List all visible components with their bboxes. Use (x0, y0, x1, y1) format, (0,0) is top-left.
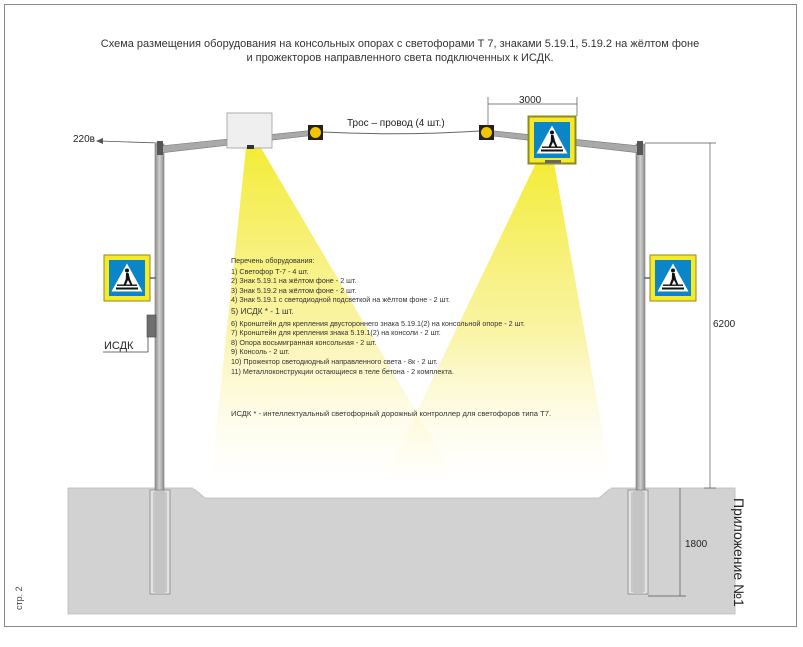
cable-label: Трос – провод (4 шт.) (347, 118, 445, 129)
legend-item: 4) Знак 5.19.1 с светодиодной подсветкой на жёлтом фоне - 2 шт. (231, 295, 450, 305)
isdk-controller-box (147, 315, 156, 337)
legend-item: 11) Металлоконструкции остающиеся в теле бетона - 2 комплекта. (231, 366, 454, 376)
legend-item: 7) Кронштейн для крепления знака 5.19.1(2) на консоли - 2 шт. (231, 328, 441, 338)
cable-wire (323, 131, 480, 134)
legend-item: 9) Консоль - 2 шт. (231, 347, 290, 357)
right-pole-sign (650, 255, 696, 301)
depth-label: 1800 (685, 539, 708, 550)
right-pole (636, 144, 645, 490)
legend-item: 1) Светофор Т-7 - 4 шт. (231, 266, 309, 276)
isdk-label: ИСДК (104, 340, 134, 352)
legend-item: 3) Знак 5.19.2 на жёлтом фоне - 2 шт. (231, 285, 357, 295)
equipment-legend (231, 256, 525, 376)
appendix-label: Приложение №1 (731, 498, 747, 607)
legend-item: 5) ИСДК * - 1 шт. (231, 306, 294, 316)
width-label: 3000 (519, 95, 542, 106)
title-line-2: и прожекторов направленного света подключенных к ИСДК. (246, 52, 554, 64)
legend-item: 6) Кронштейн для крепления двустороннего знака 5.19.1(2) на консольной опоре - 2 шт. (231, 318, 525, 328)
legend-header: Перечень оборудования: (231, 256, 315, 265)
legend-item: 2) Знак 5.19.1 на жёлтом фоне - 2 шт. (231, 276, 357, 286)
signal-left-console (308, 125, 323, 140)
height-dimension (645, 143, 716, 488)
page-number: стр. 2 (14, 586, 24, 610)
right-console-sign (528, 116, 576, 164)
voltage-label: 220в (73, 134, 95, 145)
signal-right-console (479, 125, 494, 140)
title-line-1: Схема размещения оборудования на консольных опорах с светофорами Т 7, знаками 5.19.1, 5.19.2 на жёлтом фоне (100, 38, 700, 50)
left-floodlight-lens (247, 145, 254, 149)
left-foundation (150, 490, 170, 594)
right-sign-bracket (545, 160, 561, 163)
left-pole-sign (104, 255, 150, 301)
height-label: 6200 (713, 319, 736, 330)
right-pole-cap (637, 141, 643, 155)
left-floodlight (227, 113, 272, 148)
left-pole (155, 144, 164, 490)
legend-item: 8) Опора восьмигранная консольная - 2 шт. (231, 337, 377, 347)
right-foundation (628, 490, 648, 594)
scheme-title (60, 37, 740, 65)
legend-item: 10) Прожектор светодиодный направленного света - 8к - 2 шт. (231, 356, 438, 366)
isdk-footnote: ИСДК * - интеллектуальный светофорный дорожный контроллер для светофоров типа Т7. (231, 409, 552, 418)
power-arrow (96, 138, 158, 144)
